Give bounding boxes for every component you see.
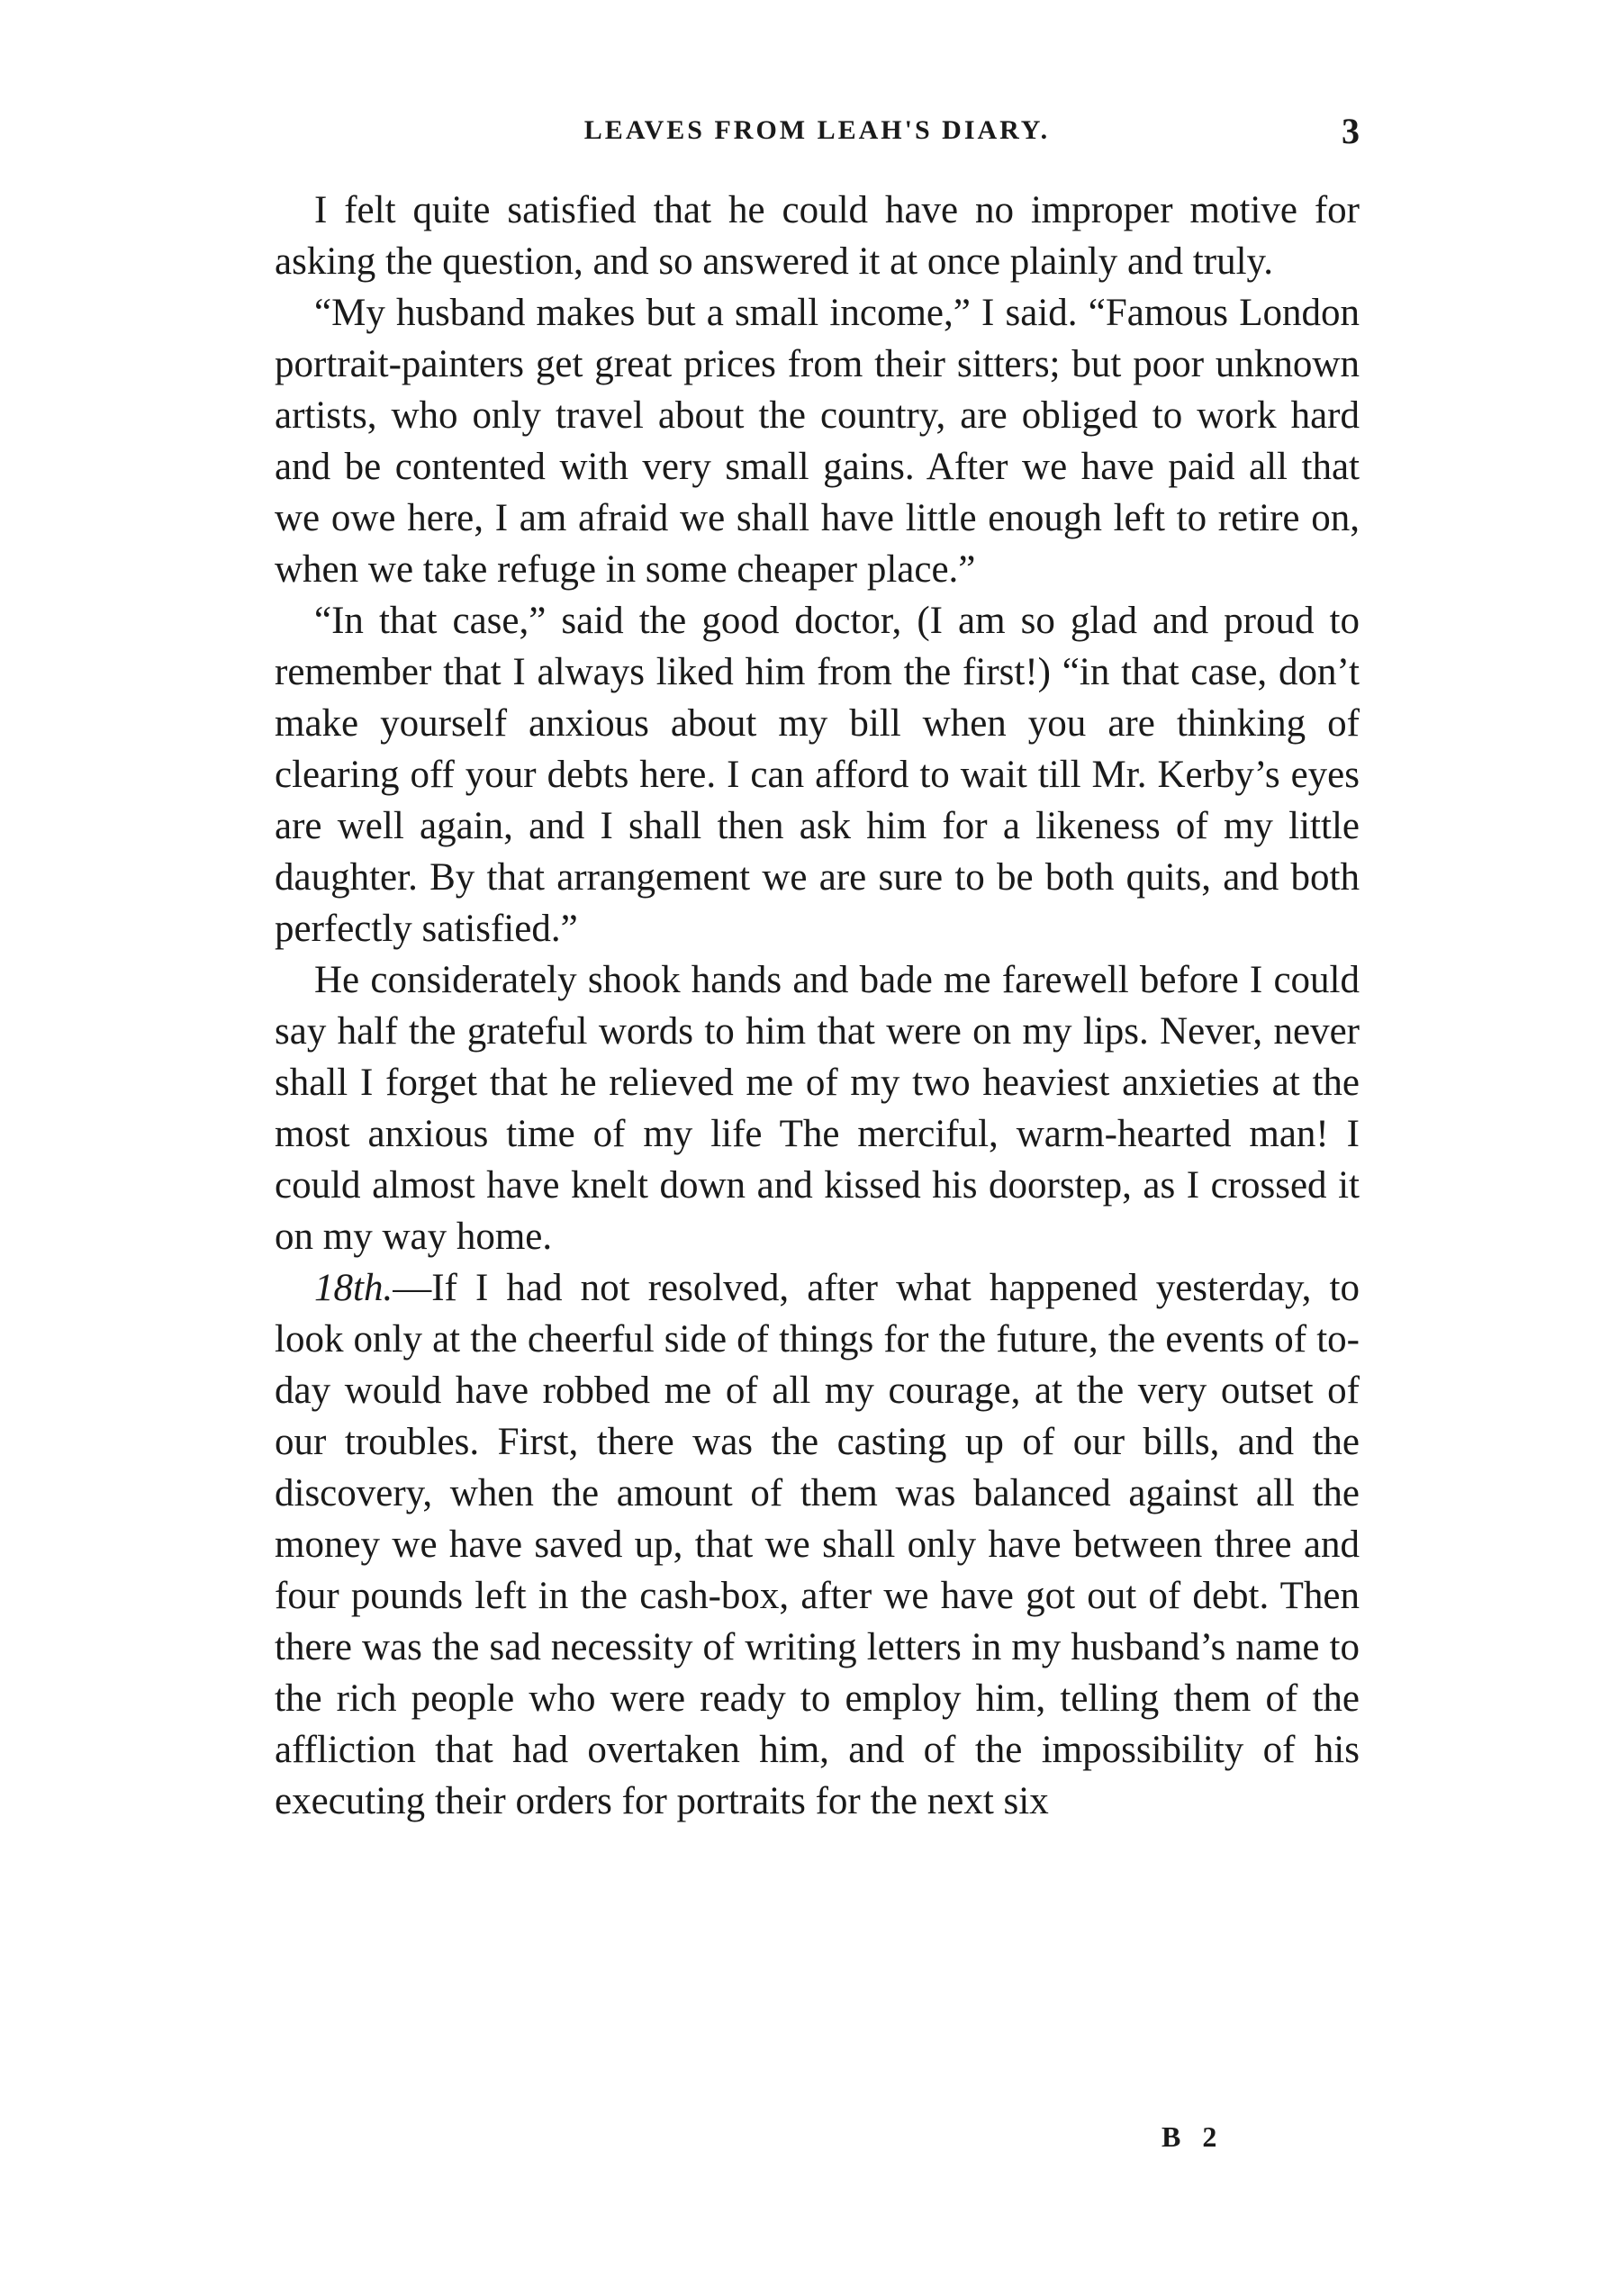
paragraph-text: “My husband makes but a small income,” I said. “Famous London portrait-painters get great prices from their sitters; but poor unknown artists, who only travel about the country, are obliged to work hard and be contented with very small gains. After we have paid all that we owe here, I am afraid we shall have little enough left to retire on, when we take refuge in some cheaper place.”: [275, 292, 1360, 591]
body-text: [275, 185, 1360, 1827]
page-number: 3: [1342, 111, 1360, 151]
diary-date: 18th.: [314, 1267, 393, 1309]
paragraph-4: [275, 954, 1360, 1262]
paragraph-2: [275, 287, 1360, 595]
signature-mark: B 2: [1162, 2120, 1225, 2153]
running-head: [275, 111, 1360, 160]
running-title: LEAVES FROM LEAH'S DIARY.: [583, 115, 1051, 145]
paragraph-5: [275, 1262, 1360, 1827]
paragraph-text: I felt quite satisfied that he could have no improper motive for asking the question, and so answered it at once plainly and truly.: [275, 189, 1360, 283]
paragraph-text: He considerately shook hands and bade me farewell before I could say half the grateful words to him that were on my lips. Never, never shall I forget that he relieved me of my two heaviest anxieties at the most anxious time of my life The merciful, warm-hearted man! I could almost have knelt down and kissed his doorstep, as I crossed it on my way home.: [275, 959, 1360, 1258]
paragraph-3: [275, 595, 1360, 954]
paragraph-text: —If I had not resolved, after what happened yesterday, to look only at the cheerful side of things for the future, the events of to-day would have robbed me of all my courage, at the very outset of our troubles. First, there was the casting up of our bills, and the discovery, when the amount of them was balanced against all the money we have saved up, that we shall only have between three and four pounds left in the cash-box, after we have got out of debt. Then there was the sad necessity of writing letters in my husband’s name to the rich people who were ready to employ him, telling them of the affliction that had overtaken him, and of the impossibility of his executing their orders for portraits for the next six: [275, 1267, 1360, 1822]
paragraph-text: “In that case,” said the good doctor, (I am so glad and proud to remember that I always liked him from the first!) “in that case, don’t make yourself anxious about my bill when you are thinking of clearing off your debts here. I can afford to wait till Mr. Kerby’s eyes are well again, and I shall then ask him for a likeness of my little daughter. By that arrangement we are sure to be both quits, and both perfectly satisfied.”: [275, 600, 1360, 950]
paragraph-1: [275, 185, 1360, 287]
